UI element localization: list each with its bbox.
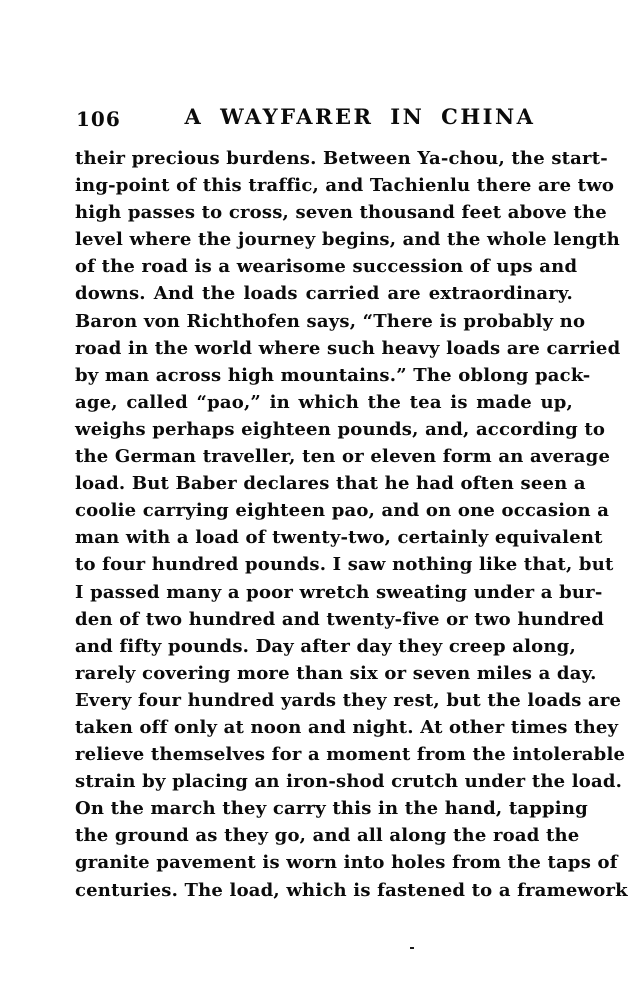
text-line: relieve themselves for a moment from the intolerable xyxy=(75,744,626,766)
text-line: On the march they carry this in the hand, tapping xyxy=(75,798,588,820)
text-line: to four hundred pounds. I saw nothing like that, but xyxy=(75,554,614,576)
running-header-title: A WAYFARER IN CHINA xyxy=(184,104,536,129)
text-line: the German traveller, ten or eleven form an average xyxy=(75,446,611,468)
body-paragraph xyxy=(75,145,628,904)
text-line: coolie carrying eighteen pao, and on one occasion a xyxy=(75,500,610,522)
text-line: load. But Baber declares that he had often seen a xyxy=(75,473,586,495)
text-line: rarely covering more than six or seven miles a day. xyxy=(75,662,597,684)
text-line: granite pavement is worn into holes from the taps of xyxy=(75,852,618,874)
text-line: man with a load of twenty-two, certainly equivalent xyxy=(75,527,603,549)
text-line: weighs perhaps eighteen pounds, and, according to xyxy=(75,418,606,440)
text-line: den of two hundred and twenty-five or two hundred xyxy=(75,608,605,630)
text-line: road in the world where such heavy loads are carried xyxy=(75,337,621,359)
text-block xyxy=(75,104,628,904)
text-line: by man across high mountains.” The oblong pack- xyxy=(75,364,591,386)
text-line: I passed many a poor wretch sweating under a bur- xyxy=(75,581,603,603)
scan-speck-artifact xyxy=(410,947,414,949)
text-line: age, called “pao,” in which the tea is made up, xyxy=(75,391,573,413)
text-line: the ground as they go, and all along the road the xyxy=(75,825,580,847)
page-number: 106 xyxy=(76,107,121,131)
text-line: their precious burdens. Between Ya-chou, the start- xyxy=(75,148,608,169)
text-line: ing-point of this traffic, and Tachienlu there are two xyxy=(75,175,615,197)
running-head xyxy=(75,104,573,132)
text-line: of the road is a wearisome succession of ups and xyxy=(75,256,578,278)
text-line: taken off only at noon and night. At other times they xyxy=(75,716,619,738)
text-line: strain by placing an iron-shod crutch under the load. xyxy=(75,771,623,793)
text-line: centuries. The load, which is fastened to a framework xyxy=(75,879,628,901)
text-line: Baron von Richthofen says, “There is probably no xyxy=(75,310,586,332)
text-line: downs. And the loads carried are extraordinary. xyxy=(75,283,573,305)
text-line: and fifty pounds. Day after day they creep along, xyxy=(75,635,576,657)
text-line: level where the journey begins, and the whole length xyxy=(75,229,620,251)
text-line: Every four hundred yards they rest, but the loads are xyxy=(75,689,622,711)
text-line: high passes to cross, seven thousand feet above the xyxy=(75,202,607,224)
